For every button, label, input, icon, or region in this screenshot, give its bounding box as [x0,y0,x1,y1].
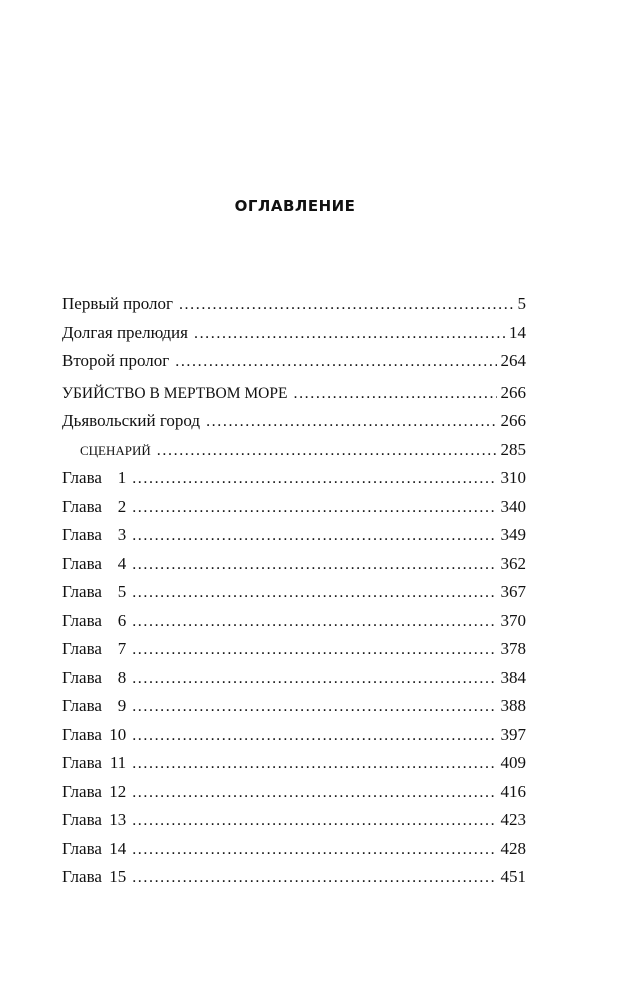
chapter-number: 15 [109,867,127,886]
chapter-page: 340 [500,496,526,516]
toc-entry[interactable] [62,347,526,376]
toc-entry-label: Первый пролог [62,294,173,313]
dot-leader [132,579,496,607]
chapter-label: Глава [62,781,102,801]
chapter-number: 2 [117,496,127,516]
chapter-page: 370 [500,610,526,630]
toc-entry[interactable] [62,407,526,436]
chapter-number: 9 [117,696,127,715]
chapter-page: 428 [500,838,526,858]
chapter-entry[interactable] [62,635,526,664]
toc-entry-label: Второй пролог [62,351,170,370]
chapter-entry[interactable] [62,464,526,493]
chapter-label: Глава [62,468,102,487]
chapter-page: 409 [500,753,526,772]
chapter-page: 349 [500,525,526,544]
chapter-number: 1 [117,468,127,487]
toc-entry-page: 266 [500,411,526,430]
chapter-entry[interactable] [62,835,526,864]
chapter-page: 362 [500,553,526,573]
chapter-page: 310 [500,468,526,487]
chapter-entry[interactable] [62,692,526,721]
table-of-contents [62,290,526,892]
chapter-number: 3 [117,525,127,544]
toc-entry-page: 264 [500,351,526,370]
chapter-page: 378 [500,639,526,658]
toc-entry[interactable] [62,290,526,319]
chapter-label: Глава [62,582,102,601]
chapter-page: 416 [500,781,526,801]
toc-entry-label: Дьявольский город [62,411,201,430]
chapter-number: 11 [109,753,127,772]
dot-leader [179,291,514,319]
page-title: ОГЛАВЛЕНИЕ [234,197,356,215]
dot-leader [132,779,496,807]
chapter-page: 451 [500,867,526,886]
dot-leader [132,693,496,721]
dot-leader [175,348,496,376]
chapter-label: Глава [62,553,102,573]
chapter-number: 5 [117,582,127,601]
chapter-number: 10 [109,724,127,744]
chapter-page: 388 [500,696,526,715]
chapter-entry[interactable] [62,607,526,636]
chapter-number: 12 [109,781,127,801]
toc-entry-page: 5 [517,294,526,313]
chapter-entry[interactable] [62,578,526,607]
dot-leader [132,665,496,693]
chapter-entry[interactable] [62,664,526,693]
chapter-entry[interactable] [62,521,526,550]
dot-leader [132,807,496,835]
chapter-entry[interactable] [62,749,526,778]
chapter-label: Глава [62,696,102,715]
chapter-number: 6 [117,610,127,630]
chapter-number: 13 [109,810,127,829]
toc-entry[interactable] [62,379,526,408]
dot-leader [194,320,505,348]
chapter-label: Глава [62,496,102,516]
chapter-number: 7 [117,639,127,658]
dot-leader [206,408,496,436]
chapter-entry[interactable] [62,806,526,835]
toc-entry[interactable] [62,319,526,348]
dot-leader [293,380,496,408]
chapter-entry[interactable] [62,863,526,892]
toc-entry-page: 285 [500,439,526,459]
chapter-label: Глава [62,838,102,858]
toc-entry-page: 14 [509,322,526,342]
toc-entry[interactable] [62,436,526,465]
chapter-label: Глава [62,667,102,687]
dot-leader [132,522,496,550]
chapter-page: 384 [500,667,526,687]
chapter-entry[interactable] [62,778,526,807]
dot-leader [132,608,496,636]
chapter-label: Глава [62,610,102,630]
chapter-page: 423 [500,810,526,829]
dot-leader [132,636,496,664]
chapter-entry[interactable] [62,493,526,522]
chapter-number: 4 [117,553,127,573]
chapter-label: Глава [62,639,102,658]
dot-leader [157,437,497,465]
dot-leader [132,722,496,750]
dot-leader [132,750,496,778]
dot-leader [132,864,496,892]
chapter-label: Глава [62,753,102,772]
chapter-number: 14 [109,838,127,858]
dot-leader [132,465,496,493]
chapter-label: Глава [62,810,102,829]
chapter-page: 397 [500,724,526,744]
dot-leader [132,551,496,579]
dot-leader [132,836,496,864]
toc-entry-page: 266 [500,382,526,402]
chapter-number: 8 [117,667,127,687]
toc-entry-label: СЦЕНАРИЙ [80,442,151,458]
chapter-entry[interactable] [62,721,526,750]
chapter-label: Глава [62,867,102,886]
chapter-entry[interactable] [62,550,526,579]
chapter-label: Глава [62,525,102,544]
toc-entry-label: УБИЙСТВО В МЕРТВОМ МОРЕ [62,384,288,402]
toc-entry-label: Долгая прелюдия [62,322,188,342]
chapter-page: 367 [500,582,526,601]
chapter-label: Глава [62,724,102,744]
dot-leader [132,494,496,522]
